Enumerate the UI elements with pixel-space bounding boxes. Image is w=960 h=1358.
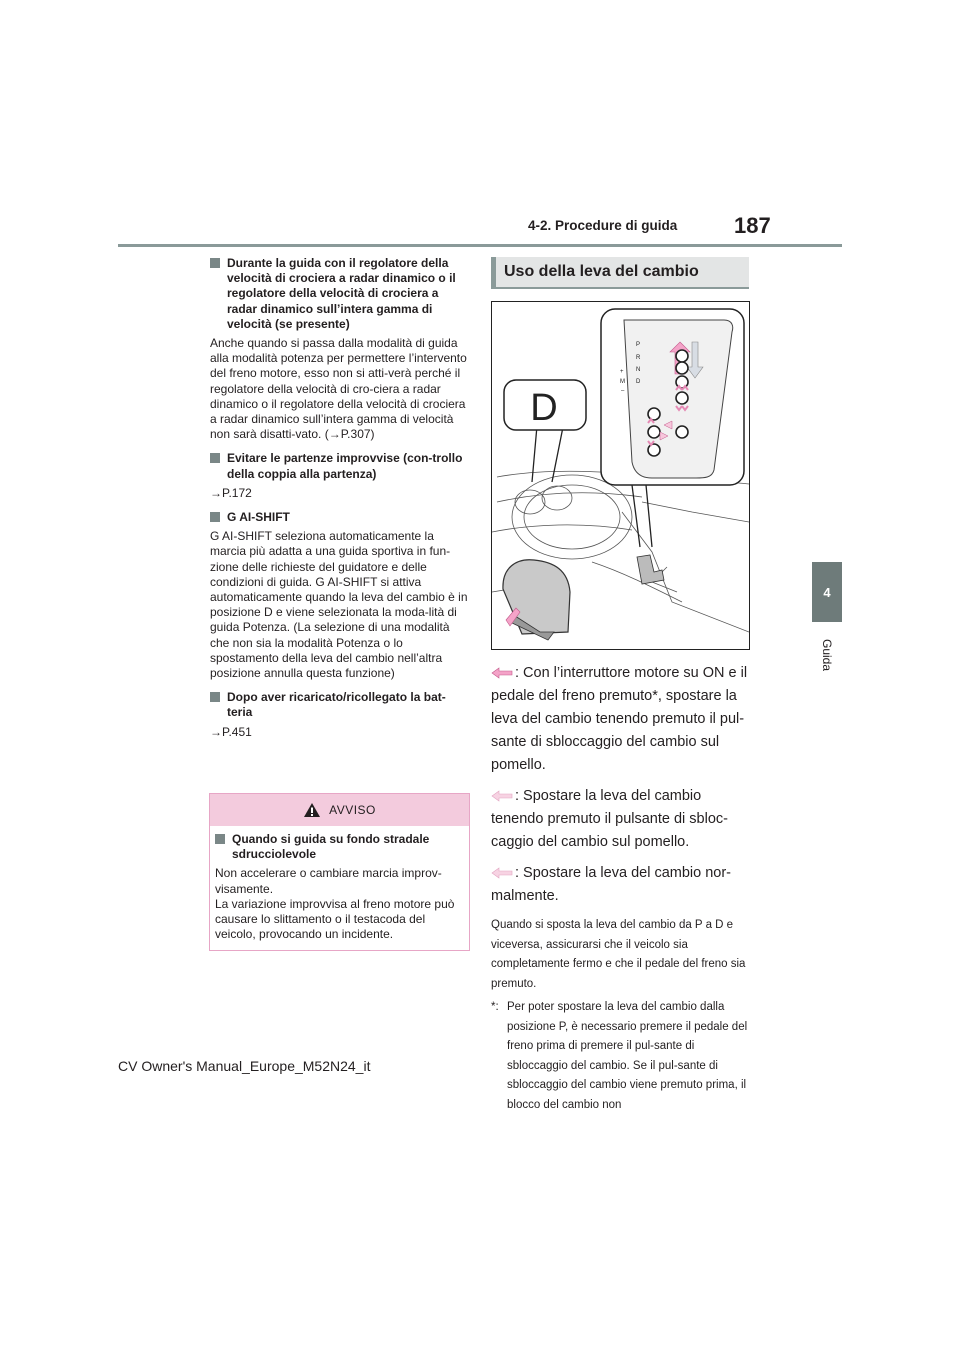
caution-text: Quando si sposta la leva del cambio da P a D e viceversa, assicurarsi che il veicolo sia completamente fermo e che il pedale del freno sia premuto. bbox=[491, 919, 746, 990]
warning-title bbox=[215, 832, 464, 862]
page-number: 187 bbox=[734, 213, 771, 238]
heading-gaishift-text: G AI-SHIFT bbox=[227, 510, 290, 525]
heading-cruise bbox=[210, 256, 468, 332]
footnote-text: Per poter spostare la leva del cambio dalla posizione P, è necessario premere il pedale del freno prima di premere il pul-sante di sbloccaggio del cambio. Se il pul-sante di sbloccaggio del cambio viene premuto prima, il blocco del cambio non bbox=[507, 1001, 748, 1111]
gate-label-d: D bbox=[636, 379, 641, 385]
heading-cruise-text: Durante la guida con il regolatore della velocità di crociera a radar dinamico o il regolatore della velocità di crociera a radar dinamico sull’intera gamma di velocità (se presente) bbox=[227, 256, 456, 331]
instruction-3 bbox=[491, 862, 749, 908]
instruction-2 bbox=[491, 785, 749, 854]
shift-lever-illustration bbox=[491, 301, 750, 650]
bullet-square-icon bbox=[215, 834, 225, 844]
footer-manual-id: CV Owner's Manual_Europe_M52N24_it bbox=[118, 1058, 371, 1074]
bullet-square-icon bbox=[210, 512, 220, 522]
gate-position-plus bbox=[648, 408, 660, 420]
gate-label-n: N bbox=[636, 367, 641, 373]
title-stripe bbox=[491, 257, 496, 287]
d-indicator-letter: D bbox=[530, 387, 558, 429]
heading-gaishift bbox=[210, 510, 468, 525]
gate-position-d2 bbox=[676, 426, 688, 438]
gate-label-plus: + bbox=[620, 369, 624, 375]
warning-label: AVVISO bbox=[329, 803, 376, 817]
instruction-1-text: : Con l’interruttore motore su ON e il pedale del freno premuto*, spostare la leva del cambio tenendo premuto il pul-sante di sbloccaggio del cambio sul pomello. bbox=[491, 665, 748, 773]
heading-battery-text: Dopo aver ricaricato/ricollegato la bat-teria bbox=[227, 690, 446, 720]
footnote-mark: *: bbox=[491, 1001, 499, 1013]
heading-start-text: Evitare le partenze improvvise (con-trollo della coppia alla partenza) bbox=[227, 451, 463, 481]
arrow-left-lightpink-icon bbox=[491, 867, 513, 879]
header-rule bbox=[118, 244, 842, 247]
bullet-square-icon bbox=[210, 453, 220, 463]
gate-label-m: M bbox=[620, 379, 625, 385]
chapter-label-text: Guida bbox=[820, 638, 834, 672]
gate-position-minus bbox=[648, 444, 660, 456]
gate-position-r bbox=[676, 362, 688, 374]
instruction-2-text: : Spostare la leva del cambio tenendo premuto il pulsante di sbloc-caggio del cambio sul pomello. bbox=[491, 788, 728, 850]
warning-triangle-icon bbox=[303, 802, 321, 818]
right-column bbox=[491, 662, 749, 1115]
shift-lever-title-bar bbox=[491, 257, 749, 289]
body-gaishift: G AI-SHIFT seleziona automaticamente la marcia più adatta a una guida sportiva in fun-zione delle richieste del guidatore e delle condizioni di guida. G AI-SHIFT si attiva automaticamente quando la leva del cambio è in posizione D e viene selezionata la moda-lità di guida Potenza. (La selezione di una modalità che non sia la modalità Potenza o lo spostamento della leva del cambio nell’altra posizione annulla questa funzione) bbox=[210, 529, 468, 681]
warning-box bbox=[209, 793, 470, 951]
instruction-3-text: : Spostare la leva del cambio nor-malmente. bbox=[491, 865, 731, 904]
warning-header bbox=[210, 794, 469, 826]
ref-start[interactable]: →P.172 bbox=[210, 485, 252, 500]
gate-position-p bbox=[676, 350, 688, 362]
heading-battery bbox=[210, 690, 468, 720]
bullet-square-icon bbox=[210, 692, 220, 702]
warning-title-text: Quando si guida su fondo stradale sdrucciolevole bbox=[232, 832, 430, 862]
gate-label-minus: – bbox=[621, 388, 625, 394]
instruction-1 bbox=[491, 662, 749, 777]
warning-text-2: La variazione improvvisa al freno motore può causare lo slittamento o il testacoda del veicolo, provocando un incidente. bbox=[215, 896, 455, 942]
arrow-left-lightpink-icon bbox=[491, 790, 513, 802]
body-cruise: Anche quando si passa dalla modalità di guida alla modalità potenza per permettere l’intervento del freno motore, esso non si atti-verà perché il regolatore della velocità di cro-ciera a radar dinamico o il regolatore della velocità di crociera a radar dinamico sull’intera gamma di velocità non sarà disatti-vato. (→P.307) bbox=[210, 336, 467, 442]
shift-lever-title: Uso della leva del cambio bbox=[504, 263, 699, 280]
chapter-label bbox=[812, 630, 842, 680]
arrow-left-pink-icon bbox=[491, 667, 513, 679]
gate-label-r: R bbox=[636, 355, 641, 361]
warning-body bbox=[210, 826, 469, 942]
warning-text-1: Non accelerare o cambiare marcia improv-visamente. bbox=[215, 866, 442, 896]
left-column bbox=[210, 256, 468, 749]
heading-start bbox=[210, 451, 468, 481]
gate-position-d bbox=[676, 392, 688, 404]
illustration-svg bbox=[492, 302, 749, 649]
section-title: 4-2. Procedure di guida bbox=[528, 218, 678, 233]
chapter-tab[interactable]: 4 bbox=[812, 562, 842, 622]
gate-label-p: P bbox=[636, 342, 641, 348]
shift-knob-small bbox=[637, 555, 664, 584]
ref-battery[interactable]: →P.451 bbox=[210, 724, 252, 739]
bullet-square-icon bbox=[210, 258, 220, 268]
footnote bbox=[491, 998, 749, 1115]
gate-position-m bbox=[648, 426, 660, 438]
